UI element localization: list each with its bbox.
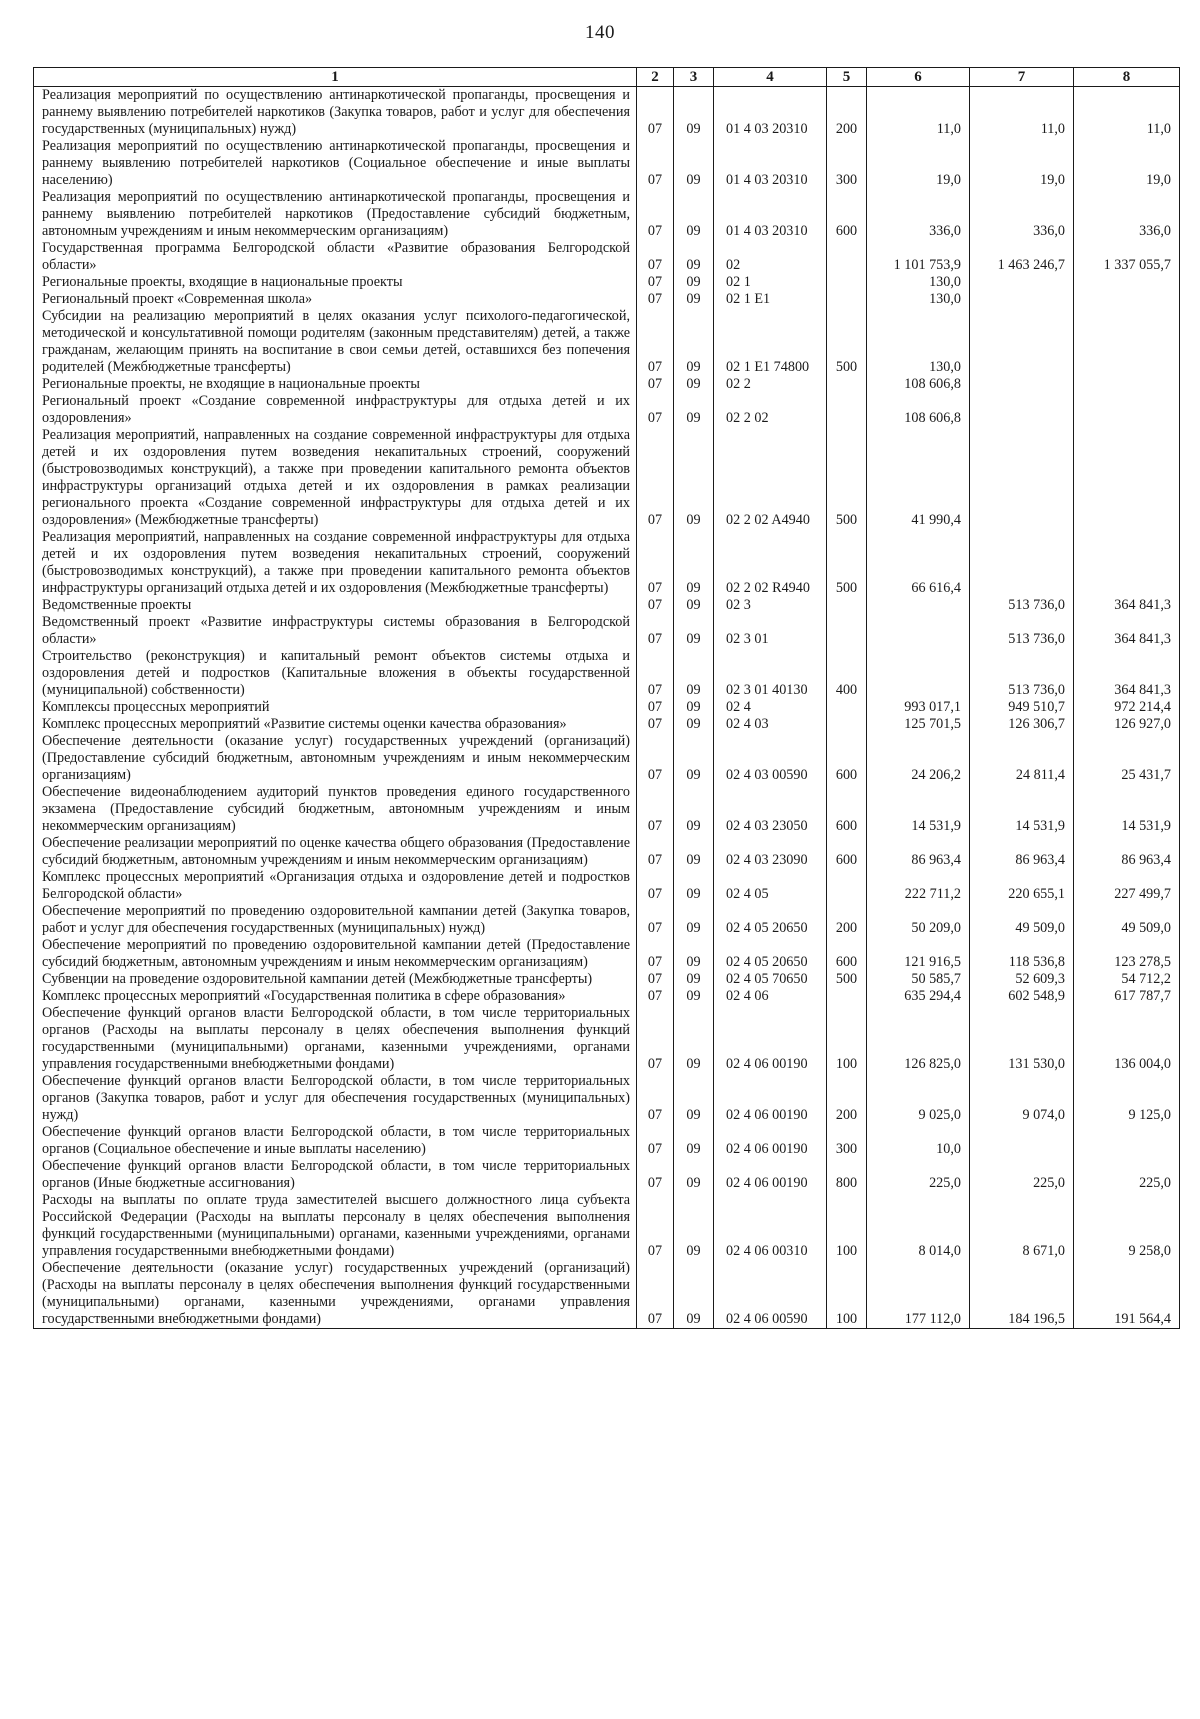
row-name: Комплексы процессных мероприятий: [34, 699, 637, 716]
row-name: Субвенции на проведение оздоровительной кампании детей (Межбюджетные трансферты): [34, 971, 637, 988]
row-amount-year3: 86 963,4: [1074, 835, 1180, 869]
row-amount-year1: 8 014,0: [867, 1192, 970, 1260]
row-section: 07: [637, 308, 674, 376]
row-section: 07: [637, 835, 674, 869]
row-target-article: 02 2 02 A4940: [714, 427, 827, 529]
row-amount-year1: 130,0: [867, 291, 970, 308]
row-amount-year3: 225,0: [1074, 1158, 1180, 1192]
row-expense-type: 500: [827, 971, 867, 988]
row-amount-year2: 11,0: [970, 87, 1074, 139]
row-subsection: 09: [674, 427, 714, 529]
row-name: Комплекс процессных мероприятий «Государственная политика в сфере образования»: [34, 988, 637, 1005]
row-name: Региональный проект «Создание современной инфраструктуры для отдыха детей и их оздоровления»: [34, 393, 637, 427]
row-subsection: 09: [674, 291, 714, 308]
table-row: [34, 376, 1180, 393]
row-amount-year1: 225,0: [867, 1158, 970, 1192]
row-name: Комплекс процессных мероприятий «Развитие системы оценки качества образования»: [34, 716, 637, 733]
row-subsection: 09: [674, 138, 714, 189]
row-target-article: 02 4 06 00310: [714, 1192, 827, 1260]
row-amount-year1: 222 711,2: [867, 869, 970, 903]
table-row: [34, 733, 1180, 784]
row-amount-year3: [1074, 1124, 1180, 1158]
row-amount-year3: [1074, 427, 1180, 529]
table-row: [34, 240, 1180, 274]
row-target-article: 01 4 03 20310: [714, 189, 827, 240]
row-expense-type: [827, 274, 867, 291]
row-amount-year1: 66 616,4: [867, 529, 970, 597]
row-section: 07: [637, 988, 674, 1005]
row-amount-year3: [1074, 274, 1180, 291]
table-row: [34, 648, 1180, 699]
row-subsection: 09: [674, 308, 714, 376]
row-section: 07: [637, 138, 674, 189]
row-expense-type: 100: [827, 1260, 867, 1329]
row-expense-type: [827, 597, 867, 614]
row-amount-year1: 50 585,7: [867, 971, 970, 988]
row-target-article: 02 4 03 23050: [714, 784, 827, 835]
row-section: 07: [637, 1158, 674, 1192]
row-expense-type: 600: [827, 937, 867, 971]
row-subsection: 09: [674, 716, 714, 733]
row-expense-type: [827, 869, 867, 903]
header-col-4: 4: [714, 68, 827, 87]
table-row: [34, 937, 1180, 971]
row-name: Региональные проекты, не входящие в национальные проекты: [34, 376, 637, 393]
row-subsection: 09: [674, 699, 714, 716]
row-name: Комплекс процессных мероприятий «Организация отдыха и оздоровление детей и подростков Белгородской области»: [34, 869, 637, 903]
row-amount-year2: [970, 427, 1074, 529]
row-section: 07: [637, 87, 674, 139]
row-section: 07: [637, 1124, 674, 1158]
row-target-article: 01 4 03 20310: [714, 87, 827, 139]
row-subsection: 09: [674, 988, 714, 1005]
row-amount-year1: 11,0: [867, 87, 970, 139]
row-section: 07: [637, 1073, 674, 1124]
header-col-3: 3: [674, 68, 714, 87]
table-row: [34, 308, 1180, 376]
row-amount-year2: 513 736,0: [970, 648, 1074, 699]
row-amount-year2: 14 531,9: [970, 784, 1074, 835]
row-expense-type: 800: [827, 1158, 867, 1192]
row-amount-year2: [970, 393, 1074, 427]
row-section: 07: [637, 614, 674, 648]
row-amount-year2: 513 736,0: [970, 597, 1074, 614]
row-section: 07: [637, 376, 674, 393]
row-name: Обеспечение деятельности (оказание услуг) государственных учреждений (организаций) (Предоставление субсидий бюджетным, автономным учреждениям и иным некоммерческим организациям): [34, 733, 637, 784]
row-amount-year1: 9 025,0: [867, 1073, 970, 1124]
row-expense-type: [827, 716, 867, 733]
row-amount-year3: 126 927,0: [1074, 716, 1180, 733]
row-amount-year3: 14 531,9: [1074, 784, 1180, 835]
table-row: [34, 291, 1180, 308]
row-target-article: 02 4 05: [714, 869, 827, 903]
row-name: Государственная программа Белгородской области «Развитие образования Белгородской области»: [34, 240, 637, 274]
row-name: Обеспечение функций органов власти Белгородской области, в том числе территориальных органов (Иные бюджетные ассигнования): [34, 1158, 637, 1192]
row-section: 07: [637, 648, 674, 699]
row-name: Обеспечение функций органов власти Белгородской области, в том числе территориальных органов (Расходы на выплаты персоналу в целях обеспечения выполнения функций государственными (муниципальными) органами, казенными учреждениями, органами управления государственными внебюджетными фондами): [34, 1005, 637, 1073]
row-subsection: 09: [674, 274, 714, 291]
table-row: [34, 597, 1180, 614]
row-amount-year2: [970, 308, 1074, 376]
header-row: [34, 68, 1180, 87]
row-subsection: 09: [674, 189, 714, 240]
row-amount-year1: 108 606,8: [867, 376, 970, 393]
row-amount-year2: [970, 376, 1074, 393]
row-amount-year1: 86 963,4: [867, 835, 970, 869]
row-amount-year3: 972 214,4: [1074, 699, 1180, 716]
row-target-article: 02 4 03 23090: [714, 835, 827, 869]
table-row: [34, 1158, 1180, 1192]
row-amount-year3: 19,0: [1074, 138, 1180, 189]
row-name: Строительство (реконструкция) и капитальный ремонт объектов системы отдыха и оздоровления детей и подростков (Капитальные вложения в объекты государственной (муниципальной) собственности): [34, 648, 637, 699]
row-amount-year1: 130,0: [867, 274, 970, 291]
row-target-article: 02 3 01: [714, 614, 827, 648]
header-col-7: 7: [970, 68, 1074, 87]
row-amount-year2: 86 963,4: [970, 835, 1074, 869]
row-name: Реализация мероприятий по осуществлению антинаркотической пропаганды, просвещения и раннему выявлению потребителей наркотиков (Предоставление субсидий бюджетным, автономным учреждениям и иным некоммерческим организациям): [34, 189, 637, 240]
row-amount-year1: 121 916,5: [867, 937, 970, 971]
row-subsection: 09: [674, 869, 714, 903]
row-section: 07: [637, 733, 674, 784]
row-amount-year3: [1074, 308, 1180, 376]
row-subsection: 09: [674, 597, 714, 614]
table-row: [34, 971, 1180, 988]
row-name: Расходы на выплаты по оплате труда заместителей высшего должностного лица субъекта Российской Федерации (Расходы на выплаты персоналу в целях обеспечения выполнения функций государственными (муниципальными) органами, казенными учреждениями, органами управления государственными внебюджетными фондами): [34, 1192, 637, 1260]
row-expense-type: [827, 699, 867, 716]
row-amount-year2: 1 463 246,7: [970, 240, 1074, 274]
row-amount-year3: 336,0: [1074, 189, 1180, 240]
row-amount-year3: 364 841,3: [1074, 648, 1180, 699]
row-amount-year1: 336,0: [867, 189, 970, 240]
budget-table: [33, 67, 1180, 1329]
row-subsection: 09: [674, 1260, 714, 1329]
row-amount-year2: 225,0: [970, 1158, 1074, 1192]
row-name: Реализация мероприятий по осуществлению антинаркотической пропаганды, просвещения и раннему выявлению потребителей наркотиков (Закупка товаров, работ и услуг для обеспечения государственных (муниципальных) нужд): [34, 87, 637, 139]
row-name: Обеспечение деятельности (оказание услуг) государственных учреждений (организаций) (Расходы на выплаты персоналу в целях обеспечения выполнения функций государственными (муниципальными) органами, казенными учреждениями, органами управления государственными внебюджетными фондами): [34, 1260, 637, 1329]
row-target-article: 02 4 05 20650: [714, 903, 827, 937]
row-amount-year2: 118 536,8: [970, 937, 1074, 971]
header-col-2: 2: [637, 68, 674, 87]
row-section: 07: [637, 784, 674, 835]
row-section: 07: [637, 529, 674, 597]
row-subsection: 09: [674, 376, 714, 393]
table-row: [34, 716, 1180, 733]
row-subsection: 09: [674, 614, 714, 648]
row-amount-year3: 364 841,3: [1074, 614, 1180, 648]
row-name: Обеспечение функций органов власти Белгородской области, в том числе территориальных органов (Социальное обеспечение и иные выплаты населению): [34, 1124, 637, 1158]
row-amount-year2: [970, 274, 1074, 291]
table-row: [34, 1260, 1180, 1329]
row-target-article: 02 4 03: [714, 716, 827, 733]
row-amount-year1: 1 101 753,9: [867, 240, 970, 274]
row-amount-year3: [1074, 529, 1180, 597]
row-amount-year1: 41 990,4: [867, 427, 970, 529]
row-section: 07: [637, 427, 674, 529]
row-expense-type: 600: [827, 733, 867, 784]
row-expense-type: 200: [827, 903, 867, 937]
row-target-article: 02 4 06: [714, 988, 827, 1005]
row-target-article: 02 1 E1 74800: [714, 308, 827, 376]
table-row: [34, 87, 1180, 139]
row-subsection: 09: [674, 240, 714, 274]
table-row: [34, 189, 1180, 240]
row-subsection: 09: [674, 1073, 714, 1124]
row-subsection: 09: [674, 1158, 714, 1192]
row-expense-type: 600: [827, 189, 867, 240]
row-subsection: 09: [674, 835, 714, 869]
row-section: 07: [637, 1005, 674, 1073]
table-row: [34, 699, 1180, 716]
row-subsection: 09: [674, 971, 714, 988]
row-amount-year3: 25 431,7: [1074, 733, 1180, 784]
row-amount-year1: 50 209,0: [867, 903, 970, 937]
table-row: [34, 614, 1180, 648]
row-expense-type: [827, 291, 867, 308]
row-name: Обеспечение видеонаблюдением аудиторий пунктов проведения единого государственного экзамена (Предоставление субсидий бюджетным, автономным учреждениям и иным некоммерческим организациям): [34, 784, 637, 835]
row-expense-type: 600: [827, 835, 867, 869]
row-expense-type: 500: [827, 529, 867, 597]
row-amount-year2: 184 196,5: [970, 1260, 1074, 1329]
row-amount-year2: 602 548,9: [970, 988, 1074, 1005]
row-subsection: 09: [674, 393, 714, 427]
row-target-article: 02 2 02: [714, 393, 827, 427]
row-amount-year1: 10,0: [867, 1124, 970, 1158]
row-target-article: 01 4 03 20310: [714, 138, 827, 189]
row-amount-year1: 14 531,9: [867, 784, 970, 835]
row-expense-type: 100: [827, 1005, 867, 1073]
table-row: [34, 427, 1180, 529]
row-subsection: 09: [674, 733, 714, 784]
row-amount-year3: [1074, 376, 1180, 393]
row-target-article: 02 3: [714, 597, 827, 614]
row-amount-year3: 9 125,0: [1074, 1073, 1180, 1124]
row-name: Реализация мероприятий по осуществлению антинаркотической пропаганды, просвещения и раннему выявлению потребителей наркотиков (Социальное обеспечение и иные выплаты населению): [34, 138, 637, 189]
row-subsection: 09: [674, 1192, 714, 1260]
row-amount-year3: 191 564,4: [1074, 1260, 1180, 1329]
row-amount-year1: 635 294,4: [867, 988, 970, 1005]
row-section: 07: [637, 291, 674, 308]
row-amount-year3: 9 258,0: [1074, 1192, 1180, 1260]
row-name: Обеспечение мероприятий по проведению оздоровительной кампании детей (Предоставление субсидий бюджетным, автономным учреждениям и иным некоммерческим организациям): [34, 937, 637, 971]
row-amount-year1: 130,0: [867, 308, 970, 376]
row-amount-year2: 19,0: [970, 138, 1074, 189]
row-target-article: 02 4 06 00190: [714, 1158, 827, 1192]
header-col-1: 1: [34, 68, 637, 87]
row-target-article: 02 4 06 00190: [714, 1073, 827, 1124]
row-expense-type: 200: [827, 87, 867, 139]
row-amount-year1: 993 017,1: [867, 699, 970, 716]
row-subsection: 09: [674, 903, 714, 937]
row-target-article: 02 4 06 00190: [714, 1005, 827, 1073]
row-amount-year3: 136 004,0: [1074, 1005, 1180, 1073]
row-name: Региональный проект «Современная школа»: [34, 291, 637, 308]
row-name: Обеспечение функций органов власти Белгородской области, в том числе территориальных органов (Закупка товаров, работ и услуг для обеспечения государственных (муниципальных) нужд): [34, 1073, 637, 1124]
row-target-article: 02: [714, 240, 827, 274]
row-expense-type: [827, 240, 867, 274]
row-expense-type: [827, 376, 867, 393]
table-row: [34, 274, 1180, 291]
row-amount-year3: [1074, 393, 1180, 427]
row-name: Реализация мероприятий, направленных на создание современной инфраструктуры для отдыха детей и их оздоровления путем возведения некапитальных строений, сооружений (быстровозводимых конструкций), а также при проведении капитального ремонта объектов инфраструктуры организаций отдыха детей и их оздоровления (Межбюджетные трансферты): [34, 529, 637, 597]
row-amount-year1: 125 701,5: [867, 716, 970, 733]
row-section: 07: [637, 699, 674, 716]
row-amount-year1: 24 206,2: [867, 733, 970, 784]
row-amount-year3: 11,0: [1074, 87, 1180, 139]
row-subsection: 09: [674, 87, 714, 139]
row-section: 07: [637, 971, 674, 988]
row-amount-year1: [867, 648, 970, 699]
table-row: [34, 1073, 1180, 1124]
row-amount-year2: 9 074,0: [970, 1073, 1074, 1124]
row-section: 07: [637, 189, 674, 240]
row-subsection: 09: [674, 1005, 714, 1073]
row-amount-year2: 949 510,7: [970, 699, 1074, 716]
row-section: 07: [637, 393, 674, 427]
row-amount-year3: 1 337 055,7: [1074, 240, 1180, 274]
row-expense-type: [827, 988, 867, 1005]
table-body: [34, 87, 1180, 1329]
row-section: 07: [637, 240, 674, 274]
row-target-article: 02 4 06 00190: [714, 1124, 827, 1158]
row-amount-year2: 52 609,3: [970, 971, 1074, 988]
table-row: [34, 1192, 1180, 1260]
row-amount-year1: [867, 597, 970, 614]
row-name: Ведомственные проекты: [34, 597, 637, 614]
row-target-article: 02 2 02 R4940: [714, 529, 827, 597]
row-expense-type: 600: [827, 784, 867, 835]
header-col-6: 6: [867, 68, 970, 87]
row-expense-type: [827, 393, 867, 427]
row-target-article: 02 4 05 20650: [714, 937, 827, 971]
row-subsection: 09: [674, 937, 714, 971]
row-target-article: 02 1: [714, 274, 827, 291]
row-section: 07: [637, 597, 674, 614]
row-target-article: 02 4: [714, 699, 827, 716]
row-subsection: 09: [674, 648, 714, 699]
page-number: 140: [585, 22, 615, 43]
table-row: [34, 784, 1180, 835]
row-amount-year3: 364 841,3: [1074, 597, 1180, 614]
row-amount-year3: 54 712,2: [1074, 971, 1180, 988]
table-row: [34, 138, 1180, 189]
row-subsection: 09: [674, 529, 714, 597]
row-amount-year3: 227 499,7: [1074, 869, 1180, 903]
row-expense-type: 100: [827, 1192, 867, 1260]
row-section: 07: [637, 1260, 674, 1329]
table-row: [34, 835, 1180, 869]
header-col-5: 5: [827, 68, 867, 87]
row-amount-year1: 177 112,0: [867, 1260, 970, 1329]
row-target-article: 02 2: [714, 376, 827, 393]
row-amount-year2: 220 655,1: [970, 869, 1074, 903]
row-name: Региональные проекты, входящие в национальные проекты: [34, 274, 637, 291]
row-amount-year3: [1074, 291, 1180, 308]
table-row: [34, 393, 1180, 427]
row-amount-year2: [970, 291, 1074, 308]
row-amount-year3: 617 787,7: [1074, 988, 1180, 1005]
row-amount-year2: 336,0: [970, 189, 1074, 240]
table-row: [34, 529, 1180, 597]
row-name: Реализация мероприятий, направленных на создание современной инфраструктуры для отдыха детей и их оздоровления путем возведения некапитальных строений, сооружений (быстровозводимых конструкций), а также при проведении капитального ремонта объектов инфраструктуры организаций отдыха детей и их оздоровления в рамках реализации регионального проекта «Создание современной инфраструктуры для отдыха детей и их оздоровления» (Межбюджетные трансферты): [34, 427, 637, 529]
row-section: 07: [637, 869, 674, 903]
table-row: [34, 1124, 1180, 1158]
row-section: 07: [637, 937, 674, 971]
table-row: [34, 903, 1180, 937]
row-amount-year2: 24 811,4: [970, 733, 1074, 784]
row-target-article: 02 1 E1: [714, 291, 827, 308]
row-expense-type: 200: [827, 1073, 867, 1124]
row-name: Ведомственный проект «Развитие инфраструктуры системы образования в Белгородской области»: [34, 614, 637, 648]
row-amount-year1: 108 606,8: [867, 393, 970, 427]
row-amount-year1: 19,0: [867, 138, 970, 189]
row-expense-type: 500: [827, 308, 867, 376]
row-name: Субсидии на реализацию мероприятий в целях оказания услуг психолого-педагогической, методической и консультативной помощи родителям (законным представителям) детей, а также гражданам, желающим принять на воспитание в свои семьи детей, оставшихся без попечения родителей (Межбюджетные трансферты): [34, 308, 637, 376]
row-amount-year2: [970, 529, 1074, 597]
row-expense-type: 500: [827, 427, 867, 529]
row-amount-year2: 513 736,0: [970, 614, 1074, 648]
row-name: Обеспечение мероприятий по проведению оздоровительной кампании детей (Закупка товаров, работ и услуг для обеспечения государственных (муниципальных) нужд): [34, 903, 637, 937]
table-row: [34, 1005, 1180, 1073]
row-amount-year2: 49 509,0: [970, 903, 1074, 937]
row-amount-year2: [970, 1124, 1074, 1158]
row-amount-year1: [867, 614, 970, 648]
row-amount-year3: 49 509,0: [1074, 903, 1180, 937]
row-section: 07: [637, 274, 674, 291]
row-section: 07: [637, 716, 674, 733]
row-target-article: 02 4 06 00590: [714, 1260, 827, 1329]
row-amount-year2: 131 530,0: [970, 1005, 1074, 1073]
row-name: Обеспечение реализации мероприятий по оценке качества общего образования (Предоставление субсидий бюджетным, автономным учреждениям и иным некоммерческим организациям): [34, 835, 637, 869]
header-col-8: 8: [1074, 68, 1180, 87]
row-amount-year1: 126 825,0: [867, 1005, 970, 1073]
row-amount-year2: 8 671,0: [970, 1192, 1074, 1260]
table-row: [34, 988, 1180, 1005]
row-amount-year3: 123 278,5: [1074, 937, 1180, 971]
row-subsection: 09: [674, 1124, 714, 1158]
table-row: [34, 869, 1180, 903]
row-section: 07: [637, 903, 674, 937]
row-target-article: 02 4 03 00590: [714, 733, 827, 784]
row-expense-type: 300: [827, 138, 867, 189]
row-subsection: 09: [674, 784, 714, 835]
row-expense-type: [827, 614, 867, 648]
row-target-article: 02 4 05 70650: [714, 971, 827, 988]
row-target-article: 02 3 01 40130: [714, 648, 827, 699]
row-amount-year2: 126 306,7: [970, 716, 1074, 733]
row-expense-type: 400: [827, 648, 867, 699]
row-section: 07: [637, 1192, 674, 1260]
row-expense-type: 300: [827, 1124, 867, 1158]
